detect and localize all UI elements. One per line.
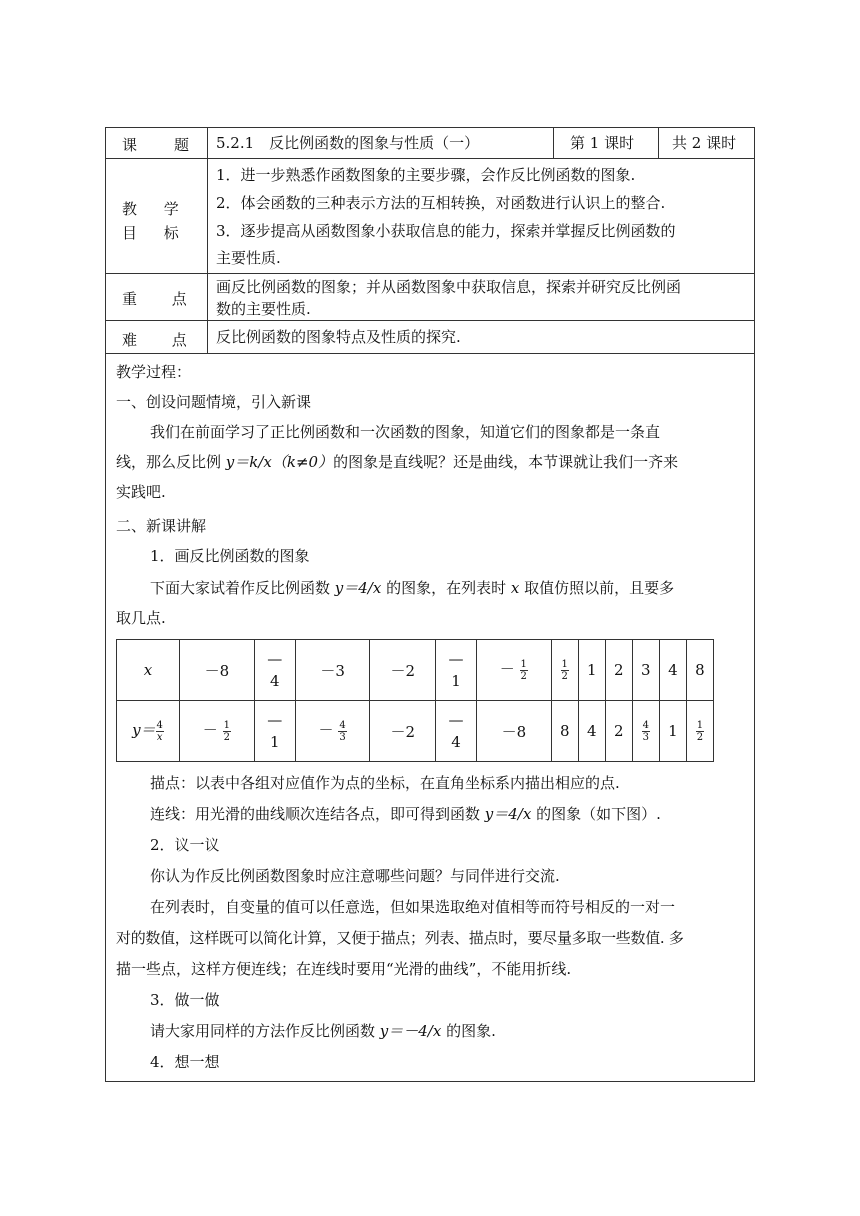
step-1-heading: 1．画反比例函数的图象	[150, 547, 310, 565]
note-line-2: 对的数值，这样既可以简化计算，又便于描点；列表、描点时，要尽量多取一些数值. 多	[116, 929, 684, 947]
step-3-heading: 3．做一做	[150, 991, 220, 1009]
x-value-cell: 2	[605, 640, 632, 701]
difficulty-text: 反比例函数的图象特点及性质的探究.	[216, 328, 461, 346]
try-line-1: 下面大家试着作反比例函数 y＝4/x 的图象，在列表时 x 取值仿照以前，且要多	[150, 579, 675, 597]
objectives-label-top: 教 学	[122, 200, 179, 218]
step-4-heading: 4．想一想	[150, 1053, 220, 1071]
rule-header	[106, 158, 754, 159]
x-value-cell: $\frac{1}{2}$	[551, 640, 578, 701]
keypoints-label: 重 点	[122, 290, 187, 308]
x-value-cell: — 1	[435, 640, 476, 701]
discuss-text: 你认为作反比例函数图象时应注意哪些问题？与同伴进行交流.	[150, 867, 560, 885]
try-formula: y＝4/x	[334, 579, 382, 597]
x-value-cell: 1	[578, 640, 605, 701]
section-2-heading: 二、新课讲解	[116, 517, 207, 535]
y-value-cell: $\frac{4}{3}$	[632, 701, 659, 762]
rule-keypoints	[106, 320, 754, 321]
y-value-cell: －8	[476, 701, 551, 762]
y-value-cell: — 1	[254, 701, 295, 762]
rule-label-column	[207, 128, 208, 353]
objective-3: 3．逐步提高从函数图象小获取信息的能力，探索并掌握反比例函数的	[216, 222, 676, 240]
lesson-plan-frame	[105, 127, 755, 1082]
y-value-cell: $\frac{1}{2}$	[686, 701, 713, 762]
y-label-fraction: $\frac{4}{x}$	[156, 719, 163, 743]
objective-3-cont: 主要性质.	[216, 249, 281, 267]
y-value-cell: － $\frac{4}{3}$	[295, 701, 370, 762]
x-value-cell: 4	[659, 640, 686, 701]
y-value-cell: 8	[551, 701, 578, 762]
note-line-1: 在列表时，自变量的值可以任意选，但如果选取绝对值相等而符号相反的一对一	[150, 898, 676, 916]
x-value-cell: — 4	[254, 640, 295, 701]
do-formula: y＝－4/x	[379, 1022, 442, 1040]
header-label-b: 题	[174, 136, 190, 154]
x-label-cell: x	[117, 640, 180, 701]
lesson-total-periods: 共 2 课时	[672, 134, 737, 152]
y-value-cell: 2	[605, 701, 632, 762]
y-value-cell: — 4	[435, 701, 476, 762]
y-value-cell: －2	[370, 701, 435, 762]
x-value-cell: －2	[370, 640, 435, 701]
keypoints-line1: 画反比例函数的图象；并从函数图象中获取信息，探索并研究反比例函	[216, 278, 682, 296]
rule-total-column	[658, 128, 659, 158]
y-label-cell: y＝ $\frac{4}{x}$	[117, 701, 180, 762]
intro-line-2: 线，那么反比例 y＝k/x（k≠0）的图象是直线呢？还是曲线，本节课就让我们一齐来	[116, 453, 679, 471]
step-2-heading: 2．议一议	[150, 836, 220, 854]
connect-formula: y＝4/x	[484, 805, 532, 823]
lesson-period: 第 1 课时	[570, 134, 635, 152]
value-table	[116, 639, 714, 762]
intro-line-1: 我们在前面学习了正比例函数和一次函数的图象，知道它们的图象都是一条直	[150, 423, 661, 441]
y-value-cell: － $\frac{1}{2}$	[180, 701, 255, 762]
x-value-cell: － $\frac{1}{2}$	[476, 640, 551, 701]
note-line-3: 描一些点，这样方便连线；在连线时要用“光滑的曲线”，不能用折线.	[116, 960, 572, 978]
objective-1: 1．进一步熟悉作函数图象的主要步骤，会作反比例函数的图象.	[216, 166, 636, 184]
intro-formula: y＝k/x（k≠0）	[225, 453, 334, 471]
plot-instruction: 描点：以表中各组对应值作为点的坐标，在直角坐标系内描出相应的点.	[150, 774, 620, 792]
objectives-label-bottom: 目 标	[122, 224, 179, 242]
connect-instruction: 连线：用光滑的曲线顺次连结各点，即可得到函数 y＝4/x 的图象（如下图）.	[150, 805, 661, 823]
rule-period-column	[553, 128, 554, 158]
keypoints-line2: 数的主要性质.	[216, 300, 311, 318]
rule-difficulty	[106, 353, 754, 354]
x-value-cell: －8	[180, 640, 255, 701]
objective-2: 2．体会函数的三种表示方法的互相转换，对函数进行认识上的整合.	[216, 194, 666, 212]
header-label-a: 课	[122, 136, 138, 154]
difficulty-label: 难 点	[122, 331, 187, 349]
section-1-heading: 一、创设问题情境，引入新课	[116, 393, 312, 411]
x-value-cell: 3	[632, 640, 659, 701]
intro-line-3: 实践吧.	[116, 483, 166, 501]
y-value-cell: 4	[578, 701, 605, 762]
y-row	[117, 701, 714, 762]
try-line-2: 取几点.	[116, 609, 166, 627]
x-value-cell: －3	[295, 640, 370, 701]
do-instruction: 请大家用同样的方法作反比例函数 y＝－4/x 的图象.	[150, 1022, 496, 1040]
lesson-title: 5.2.1 反比例函数的图象与性质（一）	[216, 134, 480, 152]
x-row	[117, 640, 714, 701]
y-value-cell: 1	[659, 701, 686, 762]
try-x: x	[510, 579, 520, 597]
process-heading: 教学过程：	[116, 363, 192, 381]
x-value-cell: 8	[686, 640, 713, 701]
